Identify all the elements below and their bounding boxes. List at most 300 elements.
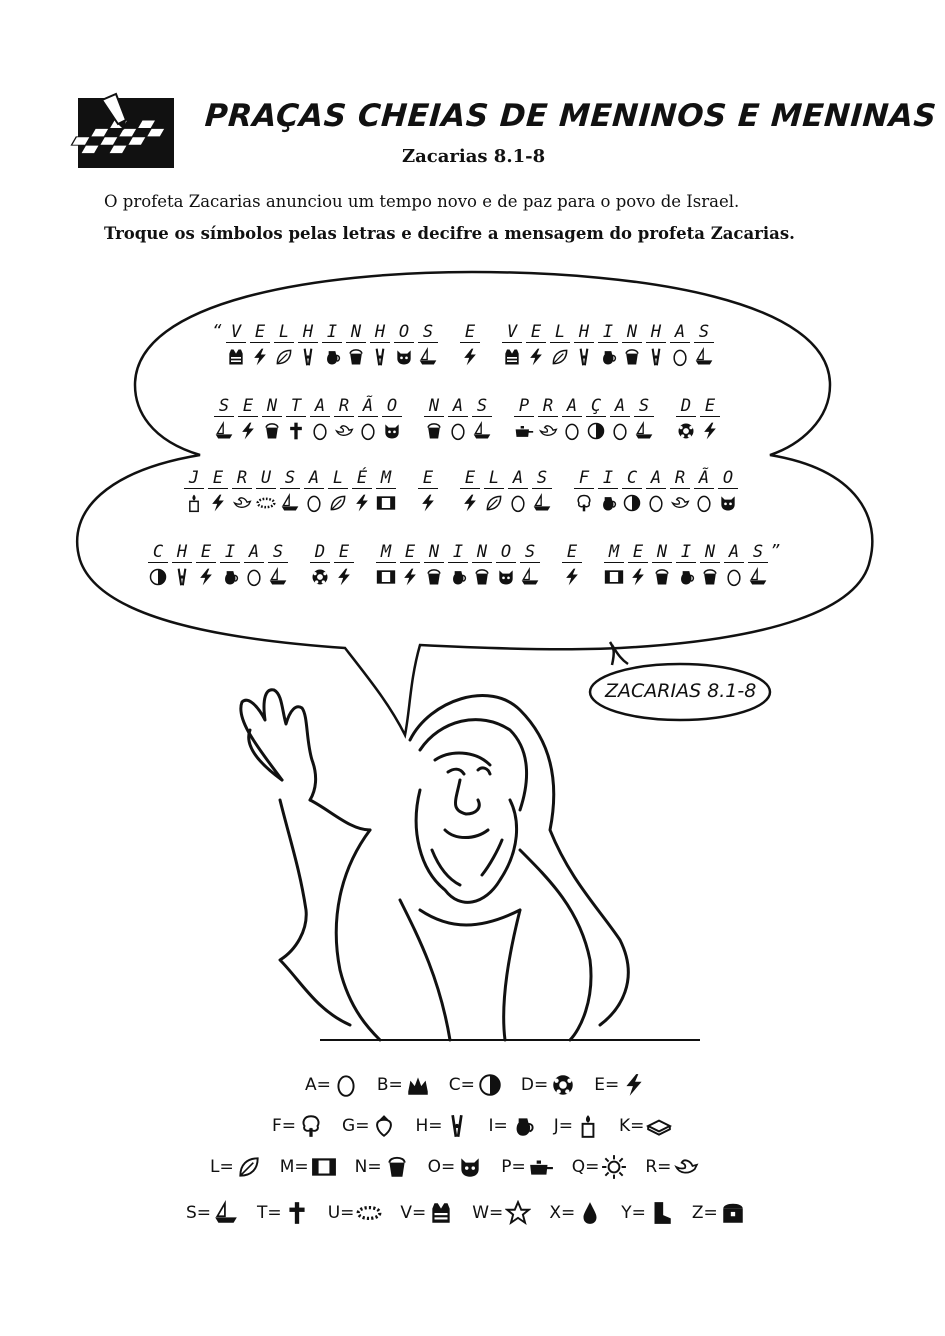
letter-text: I	[598, 322, 618, 343]
key-letter: C=	[448, 1075, 475, 1095]
letter-text: L	[484, 468, 504, 489]
coded-letter	[182, 468, 206, 528]
coded-letter	[494, 542, 518, 602]
sun-icon	[601, 1154, 627, 1180]
egg-icon	[562, 421, 582, 441]
coded-letter	[482, 468, 506, 528]
bucket-icon	[262, 421, 282, 441]
coded-letter	[374, 468, 398, 528]
coded-letter	[500, 322, 524, 382]
letter-text: O	[496, 542, 516, 563]
leaf-icon	[274, 347, 294, 367]
letter-text: A	[724, 542, 744, 563]
cat-icon	[394, 347, 414, 367]
coded-letter	[422, 396, 446, 456]
lightning-icon	[621, 1072, 647, 1098]
lightning-icon	[400, 567, 420, 587]
letter-text: I	[448, 542, 468, 563]
coded-letter	[560, 396, 584, 456]
coded-letter	[674, 542, 698, 602]
boat-icon	[748, 567, 768, 587]
coded-letter	[422, 542, 446, 602]
key-item	[342, 1113, 397, 1139]
jug-icon	[598, 347, 618, 367]
coded-letter	[230, 468, 254, 528]
coded-letter	[548, 322, 572, 382]
tree-icon	[574, 493, 594, 513]
lightning-icon	[352, 493, 372, 513]
key-letter: U=	[327, 1203, 355, 1223]
leaf-icon	[550, 347, 570, 367]
letter-text: S	[520, 542, 540, 563]
coded-letter	[260, 396, 284, 456]
letter-text: H	[172, 542, 192, 563]
egg-icon	[508, 493, 528, 513]
key-item	[272, 1113, 324, 1139]
key-item	[549, 1200, 603, 1226]
lightning-icon	[628, 567, 648, 587]
coded-letter	[668, 468, 692, 528]
letter-text: I	[220, 542, 240, 563]
letter-text: A	[304, 468, 324, 489]
letter-text: R	[538, 396, 558, 417]
key-item	[472, 1200, 531, 1226]
letter-text: D	[310, 542, 330, 563]
boat-icon	[280, 493, 300, 513]
coded-letter	[692, 322, 716, 382]
necklace-icon	[256, 493, 276, 513]
pan-icon	[514, 421, 534, 441]
key-letter: G=	[342, 1116, 370, 1136]
letter-text: S	[694, 322, 714, 343]
coded-letter	[716, 468, 740, 528]
strawberry-icon	[371, 1113, 397, 1139]
coded-letter	[668, 322, 692, 382]
boat-icon	[214, 421, 234, 441]
key-letter: P=	[501, 1157, 526, 1177]
coded-letter	[698, 542, 722, 602]
letter-text: A	[448, 396, 468, 417]
coded-letter	[650, 542, 674, 602]
key-letter: I=	[488, 1116, 508, 1136]
key-letter: L=	[210, 1157, 234, 1177]
key-item	[619, 1113, 672, 1139]
letter-text: E	[334, 542, 354, 563]
letter-text: S	[280, 468, 300, 489]
letter-text: O	[382, 396, 402, 417]
key-item	[501, 1154, 554, 1180]
message-line	[182, 468, 740, 528]
key-item	[210, 1154, 262, 1180]
letter-text: S	[418, 322, 438, 343]
key-item	[488, 1113, 535, 1139]
lightning-icon	[562, 567, 582, 587]
boot-icon	[648, 1200, 674, 1226]
coded-letter	[746, 542, 770, 602]
necklace-icon	[356, 1200, 382, 1226]
key-row	[210, 1154, 717, 1180]
coded-letter	[308, 542, 332, 602]
boat-icon	[268, 567, 288, 587]
key-item	[428, 1154, 484, 1180]
letter-text: S	[472, 396, 492, 417]
egg-icon	[358, 421, 378, 441]
coded-letter	[326, 468, 350, 528]
coded-letter	[446, 396, 470, 456]
letter-text: N	[652, 542, 672, 563]
bucket-icon	[622, 347, 642, 367]
lightning-icon	[238, 421, 258, 441]
key-letter: K=	[619, 1116, 645, 1136]
coded-letter	[236, 396, 260, 456]
key-letter: E=	[594, 1075, 620, 1095]
egg-icon	[244, 567, 264, 587]
leaf-icon	[236, 1154, 262, 1180]
coded-letter	[644, 468, 668, 528]
letter-text: A	[670, 322, 690, 343]
speech-reference: ZACARIAS 8.1-8	[605, 680, 757, 702]
letter-text: U	[256, 468, 276, 489]
coded-letter	[344, 322, 368, 382]
lightning-icon	[250, 347, 270, 367]
letter-text: L	[274, 322, 294, 343]
egg-icon	[304, 493, 324, 513]
letter-text: E	[250, 322, 270, 343]
coded-letter	[632, 396, 656, 456]
candle-icon	[575, 1113, 601, 1139]
key-row	[186, 1200, 764, 1226]
letter-text: O	[394, 322, 414, 343]
coded-letter	[272, 322, 296, 382]
letter-text: R	[334, 396, 354, 417]
coded-letter	[560, 542, 584, 602]
coded-letter	[470, 542, 494, 602]
dove-icon	[232, 493, 252, 513]
letter-text: I	[598, 468, 618, 489]
letter-text: S	[532, 468, 552, 489]
coded-letter	[320, 322, 344, 382]
coded-letter	[698, 396, 722, 456]
half-moon-icon	[586, 421, 606, 441]
coded-letter	[296, 322, 320, 382]
letter-text: S	[748, 542, 768, 563]
key-letter: N=	[354, 1157, 382, 1177]
coded-letter	[392, 322, 416, 382]
clothespin-icon	[574, 347, 594, 367]
cat-icon	[718, 493, 738, 513]
book-icon	[646, 1113, 672, 1139]
crown-icon	[405, 1072, 431, 1098]
coded-letter	[350, 468, 374, 528]
key-letter: Q=	[571, 1157, 600, 1177]
window-icon	[604, 567, 624, 587]
letter-text: N	[472, 542, 492, 563]
dove-icon	[673, 1154, 699, 1180]
open-quote: “	[212, 321, 222, 342]
tree-icon	[298, 1113, 324, 1139]
egg-icon	[646, 493, 666, 513]
coded-letter	[692, 468, 716, 528]
letter-text: N	[424, 542, 444, 563]
key-item	[521, 1072, 576, 1098]
letter-text: O	[718, 468, 738, 489]
coded-letter	[518, 542, 542, 602]
letter-text: E	[562, 542, 582, 563]
key-item	[305, 1072, 359, 1098]
egg-icon	[448, 421, 468, 441]
letter-text: P	[514, 396, 534, 417]
letter-text: N	[700, 542, 720, 563]
lightning-icon	[526, 347, 546, 367]
dove-icon	[334, 421, 354, 441]
drop-icon	[577, 1200, 603, 1226]
letter-text: H	[646, 322, 666, 343]
letter-text: R	[670, 468, 690, 489]
coded-letter	[248, 322, 272, 382]
boat-icon	[694, 347, 714, 367]
letter-text: N	[262, 396, 282, 417]
coded-letter	[458, 468, 482, 528]
coded-letter	[572, 322, 596, 382]
leaf-icon	[484, 493, 504, 513]
clothespin-icon	[646, 347, 666, 367]
coded-letter	[416, 468, 440, 528]
letter-text: L	[550, 322, 570, 343]
egg-icon	[333, 1072, 359, 1098]
key-letter: H=	[415, 1116, 443, 1136]
coded-letter	[620, 468, 644, 528]
key-item	[594, 1072, 647, 1098]
jug-icon	[322, 347, 342, 367]
coded-letter	[620, 322, 644, 382]
key-letter: V=	[400, 1203, 427, 1223]
boat-icon	[472, 421, 492, 441]
bucket-icon	[424, 567, 444, 587]
letter-text: Ã	[694, 468, 714, 489]
key-letter: W=	[472, 1203, 504, 1223]
bible-reference: Zacarias 8.1-8	[402, 146, 546, 167]
coded-letter	[332, 542, 356, 602]
letter-text: E	[208, 468, 228, 489]
page-title: PRAÇAS CHEIAS DE MENINOS E MENINAS	[203, 98, 938, 134]
letter-text: M	[604, 542, 624, 563]
coded-letter	[608, 396, 632, 456]
coded-letter	[374, 542, 398, 602]
intro-text: O profeta Zacarias anunciou um tempo novo e de paz para o povo de Israel.	[104, 192, 740, 211]
boat-icon	[418, 347, 438, 367]
coded-letter	[398, 542, 422, 602]
clothespin-icon	[444, 1113, 470, 1139]
message-line	[146, 542, 782, 602]
lightning-icon	[196, 567, 216, 587]
lightning-icon	[460, 493, 480, 513]
leaf-icon	[328, 493, 348, 513]
letter-text: V	[502, 322, 522, 343]
pan-icon	[528, 1154, 554, 1180]
key-letter: O=	[427, 1157, 456, 1177]
dove-icon	[670, 493, 690, 513]
key-item	[186, 1200, 239, 1226]
window-icon	[376, 493, 396, 513]
coded-letter	[572, 468, 596, 528]
coded-letter	[206, 468, 230, 528]
coded-letter	[674, 396, 698, 456]
key-letter: S=	[186, 1203, 212, 1223]
coded-letter	[536, 396, 560, 456]
egg-icon	[724, 567, 744, 587]
key-item	[377, 1072, 431, 1098]
coded-letter	[146, 542, 170, 602]
clothespin-icon	[370, 347, 390, 367]
jug-icon	[448, 567, 468, 587]
letter-text: T	[286, 396, 306, 417]
message-line	[212, 396, 722, 456]
cat-icon	[382, 421, 402, 441]
key-row	[272, 1113, 690, 1139]
vest-icon	[226, 347, 246, 367]
letter-text: S	[214, 396, 234, 417]
bucket-icon	[424, 421, 444, 441]
key-item	[280, 1154, 337, 1180]
half-moon-icon	[148, 567, 168, 587]
letter-text: V	[226, 322, 246, 343]
boat-icon	[532, 493, 552, 513]
letter-text: N	[346, 322, 366, 343]
coded-letter	[242, 542, 266, 602]
coded-letter	[530, 468, 554, 528]
letter-text: I	[322, 322, 342, 343]
coded-letter	[212, 396, 236, 456]
coded-letter	[626, 542, 650, 602]
coded-letter	[416, 322, 440, 382]
boat-icon	[634, 421, 654, 441]
prophet-figure-image	[220, 680, 720, 1050]
coded-letter	[368, 322, 392, 382]
coded-letter	[524, 322, 548, 382]
message-line	[212, 322, 716, 382]
coded-letter	[170, 542, 194, 602]
key-item	[572, 1154, 628, 1180]
coded-letter	[458, 322, 482, 382]
bucket-icon	[700, 567, 720, 587]
coded-letter	[302, 468, 326, 528]
key-letter: B=	[376, 1075, 403, 1095]
lightning-icon	[700, 421, 720, 441]
letter-text: H	[298, 322, 318, 343]
egg-icon	[670, 347, 690, 367]
key-item	[400, 1200, 454, 1226]
coded-letter	[254, 468, 278, 528]
dove-icon	[538, 421, 558, 441]
lightning-icon	[208, 493, 228, 513]
letter-text: A	[562, 396, 582, 417]
letter-text: S	[634, 396, 654, 417]
half-moon-icon	[477, 1072, 503, 1098]
letter-text: R	[232, 468, 252, 489]
letter-text: A	[610, 396, 630, 417]
coded-letter	[308, 396, 332, 456]
key-item	[328, 1200, 383, 1226]
egg-icon	[694, 493, 714, 513]
letter-text: H	[574, 322, 594, 343]
coded-letter	[218, 542, 242, 602]
window-icon	[376, 567, 396, 587]
coded-letter	[722, 542, 746, 602]
letter-text: É	[352, 468, 372, 489]
key-item	[692, 1200, 746, 1226]
letter-text: C	[148, 542, 168, 563]
letter-text: N	[622, 322, 642, 343]
window-icon	[311, 1154, 337, 1180]
cross-icon	[284, 1200, 310, 1226]
key-letter: F=	[272, 1116, 297, 1136]
lightning-icon	[460, 347, 480, 367]
boat-icon	[520, 567, 540, 587]
key-item	[645, 1154, 699, 1180]
letter-text: D	[676, 396, 696, 417]
lightning-icon	[334, 567, 354, 587]
letter-text: H	[370, 322, 390, 343]
boat-icon	[213, 1200, 239, 1226]
key-row	[305, 1072, 665, 1098]
bucket-icon	[652, 567, 672, 587]
egg-icon	[610, 421, 630, 441]
letter-text: Ç	[586, 396, 606, 417]
key-item	[355, 1154, 410, 1180]
letter-text: F	[574, 468, 594, 489]
coded-letter	[644, 322, 668, 382]
key-letter: T=	[257, 1203, 282, 1223]
coded-letter	[512, 396, 536, 456]
coded-letter	[596, 468, 620, 528]
coded-letter	[380, 396, 404, 456]
coded-letter	[266, 542, 290, 602]
chest-icon	[720, 1200, 746, 1226]
vest-icon	[428, 1200, 454, 1226]
close-quote: ”	[770, 541, 780, 562]
clothespin-icon	[298, 347, 318, 367]
coded-letter	[584, 396, 608, 456]
letter-text: M	[376, 468, 396, 489]
letter-text: E	[238, 396, 258, 417]
letter-text: S	[268, 542, 288, 563]
letter-text: E	[526, 322, 546, 343]
key-letter: M=	[279, 1157, 309, 1177]
bucket-icon	[384, 1154, 410, 1180]
letter-text: J	[184, 468, 204, 489]
soccer-ball-icon	[676, 421, 696, 441]
lightning-icon	[418, 493, 438, 513]
soccer-ball-icon	[550, 1072, 576, 1098]
coded-letter	[506, 468, 530, 528]
key-item	[257, 1200, 310, 1226]
letter-text: M	[376, 542, 396, 563]
coded-letter	[284, 396, 308, 456]
letter-text: E	[700, 396, 720, 417]
jug-icon	[220, 567, 240, 587]
letter-text: E	[460, 468, 480, 489]
coded-letter	[278, 468, 302, 528]
coded-letter	[602, 542, 626, 602]
jug-icon	[598, 493, 618, 513]
jug-icon	[510, 1113, 536, 1139]
letter-text: A	[310, 396, 330, 417]
letter-text: L	[328, 468, 348, 489]
cat-icon	[457, 1154, 483, 1180]
key-letter: A=	[305, 1075, 331, 1095]
letter-text: A	[244, 542, 264, 563]
letter-text: E	[196, 542, 216, 563]
